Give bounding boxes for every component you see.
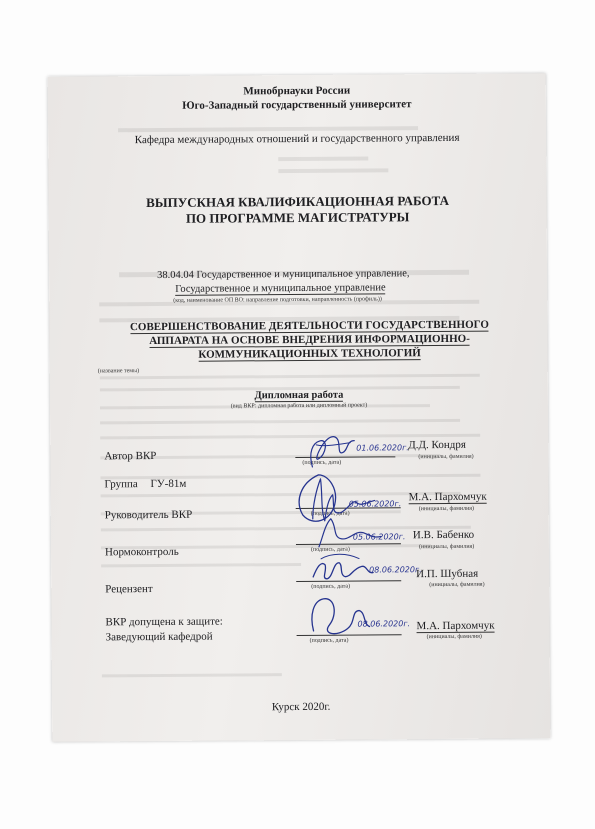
city-year: Курск 2020г. xyxy=(271,700,331,714)
reviewer-name: И.П. Шубная xyxy=(416,567,479,581)
document-title-line-1: ВЫПУСКНАЯ КВАЛИФИКАЦИОННАЯ РАБОТА xyxy=(146,192,450,211)
department-head-sign-date: 08.06.2020г. xyxy=(357,619,411,629)
normcontrol-signature xyxy=(319,518,406,547)
work-type-caption: (вид ВКР: дипломная работа или дипломный проект) xyxy=(230,402,368,410)
program-line-2: Государственное и муниципальное управление xyxy=(175,282,386,295)
normcontrol-name: И.В. Бабенко xyxy=(412,528,475,542)
normcontrol-sign-caption: (подпись, дата) xyxy=(310,546,350,553)
supervisor-name: М.А. Пархомчук xyxy=(408,490,487,504)
author-name-caption: (инициалы, фамилия) xyxy=(418,453,474,461)
handwritten-signatures xyxy=(48,73,551,741)
document-title-line-2: ПО ПРОГРАММЕ МАГИСТРАТУРЫ xyxy=(185,209,410,226)
document-page xyxy=(48,73,551,741)
ministry-name: Минобрнауки России xyxy=(243,84,351,98)
supervisor-sign-date: 05.06.2020г. xyxy=(348,499,402,509)
normcontrol-sign-date: 05.06.2020г. xyxy=(352,532,406,542)
topic-line-2: АППАРАТА НА ОСНОВЕ ВНЕДРЕНИЯ ИНФОРМАЦИОННО- xyxy=(149,332,470,348)
admitted-label: ВКР допущена к защите: xyxy=(105,615,223,629)
topic-caption: (название темы) xyxy=(97,368,140,375)
reviewer-name-caption: (инициалы, фамилия) xyxy=(429,581,485,589)
university-name: Юго-Западный государственный университет xyxy=(182,98,412,112)
group-value: ГУ-81м xyxy=(150,477,187,491)
reviewer-label: Рецензент xyxy=(105,583,153,596)
topic-line-1: СОВЕРШЕНСТВОВАНИЕ ДЕЯТЕЛЬНОСТИ ГОСУДАРСТВЕННОГО xyxy=(129,318,489,334)
department-head-label: Заведующий кафедрой xyxy=(105,630,213,644)
supervisor-sign-caption: (подпись, дата) xyxy=(310,510,350,517)
supervisor-label: Руководитель ВКР xyxy=(104,508,193,522)
reviewer-sign-caption: (подпись, дата) xyxy=(311,583,351,590)
admitted-sign-caption: (подпись, дата) xyxy=(309,637,349,644)
group-label: Группа xyxy=(104,478,138,491)
topic-line-3: КОММУНИКАЦИОННЫХ ТЕХНОЛОГИЙ xyxy=(198,347,421,361)
supervisor-name-caption: (инициалы, фамилия) xyxy=(418,505,475,513)
reviewer-signature xyxy=(313,554,422,579)
department-name: Кафедра международных отношений и государственного управления xyxy=(134,131,460,147)
author-signature xyxy=(311,436,409,467)
author-label: Автор ВКР xyxy=(104,449,157,463)
reviewer-sign-date: 08.06.2020г. xyxy=(369,565,422,575)
normcontrol-name-caption: (инициалы, фамилия) xyxy=(418,543,475,551)
department-head-name: М.А. Пархомчук xyxy=(416,619,495,633)
author-name: Д.Д. Кондря xyxy=(408,438,466,452)
author-sign-caption: (подпись, дата) xyxy=(302,459,342,466)
program-caption: (код, наименование ОП ВО: направление подготовки, направленность (профиль)) xyxy=(173,296,382,304)
program-line-1: 38.04.04 Государственное и муниципальное управление, xyxy=(157,268,410,281)
supervisor-signature xyxy=(299,474,401,521)
department-head-name-caption: (инициалы, фамилия) xyxy=(426,633,482,641)
normcontrol-label: Нормоконтроль xyxy=(104,545,179,559)
department-head-signature xyxy=(312,598,410,634)
work-type: Дипломная работа xyxy=(254,389,344,402)
author-sign-date: 01.06.2020г. xyxy=(356,443,409,453)
